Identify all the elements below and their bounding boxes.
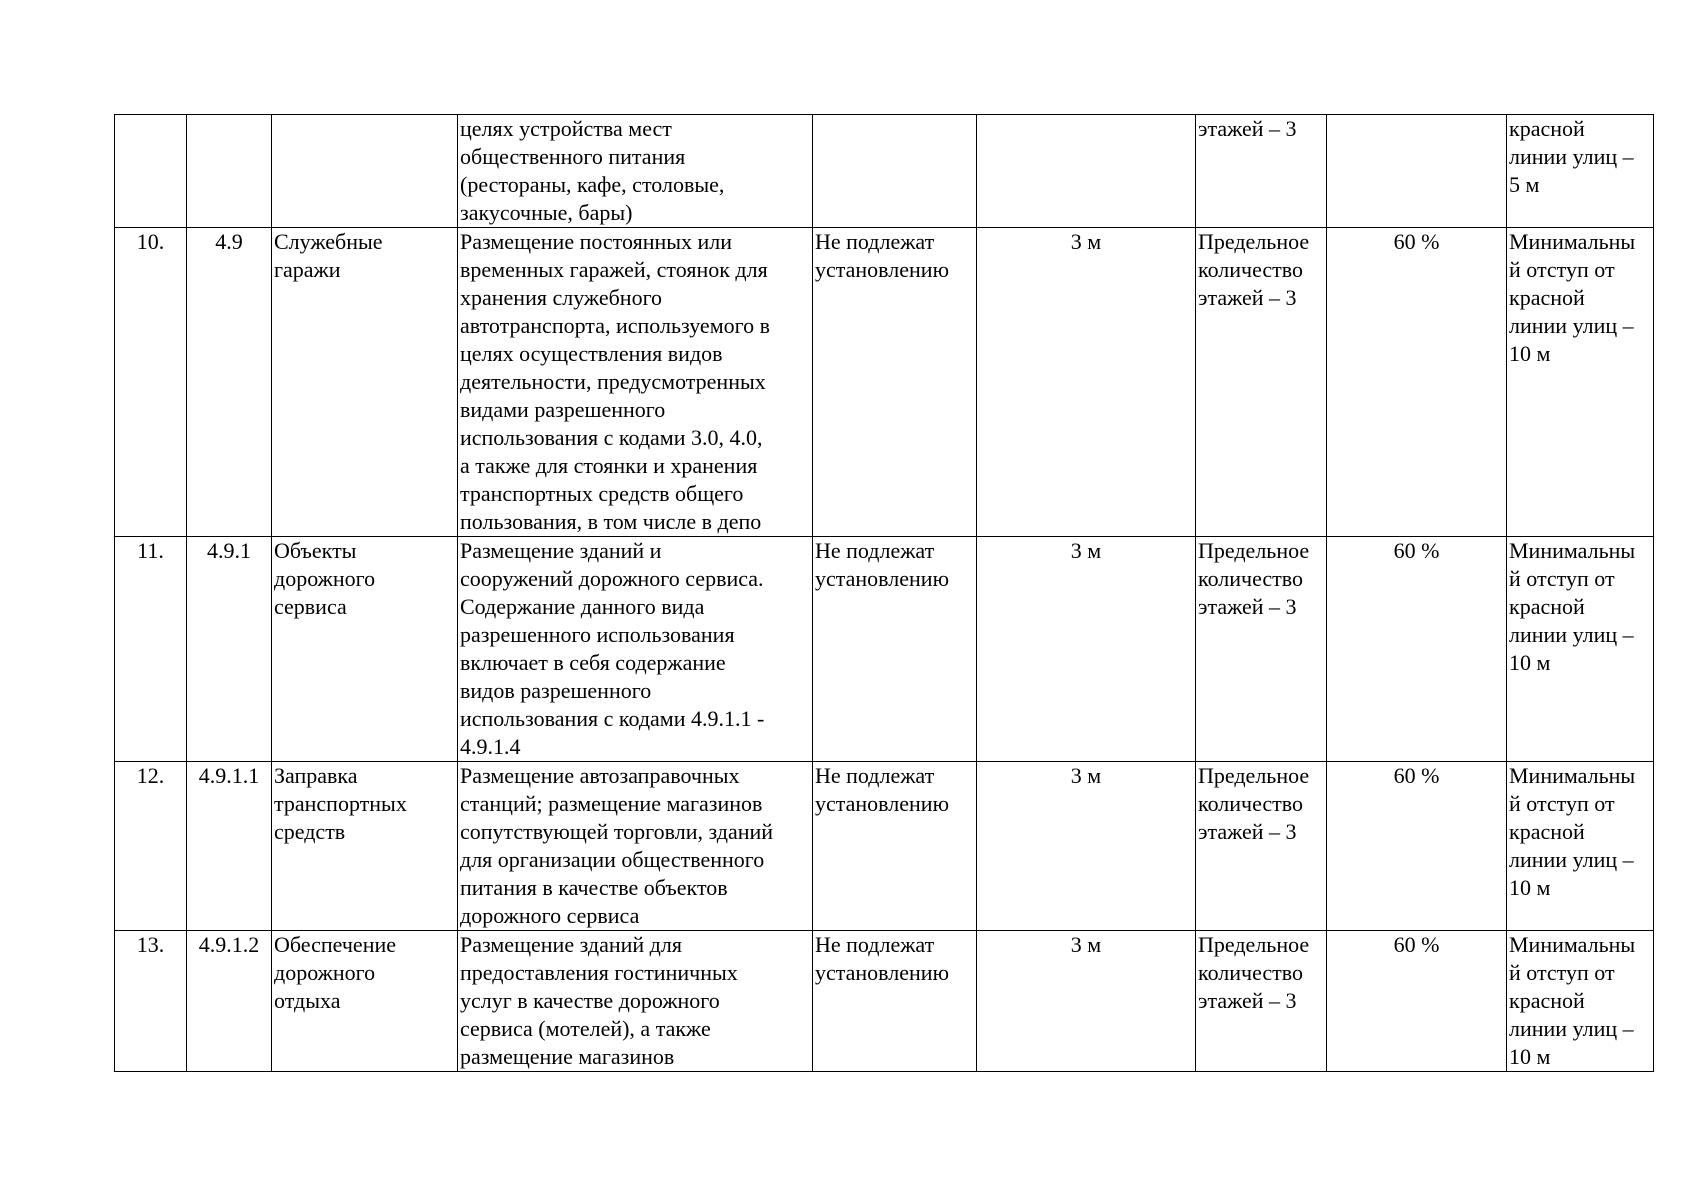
- max-coverage: 60 %: [1327, 228, 1507, 537]
- use-name: Заправка транспортных средств: [272, 762, 458, 931]
- max-floors: Предельное количество этажей – 3: [1196, 931, 1327, 1072]
- use-description: Размещение зданий и сооружений дорожного сервиса. Содержание данного вида разрешенного использования включает в себя содержание видов разрешенного использования с кодами 4.9.1.1 - 4.9.1.4: [458, 537, 813, 762]
- min-setback: 3 м: [977, 537, 1196, 762]
- max-floors: Предельное количество этажей – 3: [1196, 228, 1327, 537]
- use-code: 4.9.1.1: [187, 762, 272, 931]
- table-row: [115, 115, 1654, 228]
- plot-area: Не подлежат установлению: [813, 931, 977, 1072]
- plot-area: Не подлежат установлению: [813, 228, 977, 537]
- max-floors: Предельное количество этажей – 3: [1196, 762, 1327, 931]
- use-name: Объекты дорожного сервиса: [272, 537, 458, 762]
- table-row: [115, 228, 1654, 537]
- use-description: Размещение зданий для предоставления гостиничных услуг в качестве дорожного сервиса (мотелей), а также размещение магазинов: [458, 931, 813, 1072]
- row-number: 13.: [115, 931, 187, 1072]
- use-name: [272, 115, 458, 228]
- max-coverage: 60 %: [1327, 931, 1507, 1072]
- use-code: 4.9.1.2: [187, 931, 272, 1072]
- other-parameters: Минимальны й отступ от красной линии улиц – 10 м: [1507, 228, 1654, 537]
- table-row: [115, 537, 1654, 762]
- max-coverage: 60 %: [1327, 537, 1507, 762]
- use-description: Размещение автозаправочных станций; размещение магазинов сопутствующей торговли, зданий для организации общественного питания в качестве объектов дорожного сервиса: [458, 762, 813, 931]
- regulations-table: [114, 114, 1654, 1072]
- use-code: 4.9.1: [187, 537, 272, 762]
- min-setback: 3 м: [977, 762, 1196, 931]
- min-setback: 3 м: [977, 931, 1196, 1072]
- other-parameters: Минимальны й отступ от красной линии улиц – 10 м: [1507, 931, 1654, 1072]
- use-code: [187, 115, 272, 228]
- other-parameters: Минимальны й отступ от красной линии улиц – 10 м: [1507, 762, 1654, 931]
- min-setback: 3 м: [977, 228, 1196, 537]
- max-coverage: 60 %: [1327, 762, 1507, 931]
- use-code: 4.9: [187, 228, 272, 537]
- plot-area: [813, 115, 977, 228]
- plot-area: Не подлежат установлению: [813, 762, 977, 931]
- row-number: 10.: [115, 228, 187, 537]
- other-parameters: Минимальны й отступ от красной линии улиц – 10 м: [1507, 537, 1654, 762]
- use-name: Обеспечение дорожного отдыха: [272, 931, 458, 1072]
- table-row: [115, 762, 1654, 931]
- plot-area: Не подлежат установлению: [813, 537, 977, 762]
- row-number: 11.: [115, 537, 187, 762]
- min-setback: [977, 115, 1196, 228]
- other-parameters: красной линии улиц – 5 м: [1507, 115, 1654, 228]
- row-number: 12.: [115, 762, 187, 931]
- use-description: Размещение постоянных или временных гаражей, стоянок для хранения служебного автотранспорта, используемого в целях осуществления видов деятельности, предусмотренных видами разрешенного использования с кодами 3.0, 4.0, а также для стоянки и хранения транспортных средств общего пользования, в том числе в депо: [458, 228, 813, 537]
- use-name: Служебные гаражи: [272, 228, 458, 537]
- max-floors: этажей – 3: [1196, 115, 1327, 228]
- use-description: целях устройства мест общественного питания (рестораны, кафе, столовые, закусочные, бары): [458, 115, 813, 228]
- row-number: [115, 115, 187, 228]
- max-floors: Предельное количество этажей – 3: [1196, 537, 1327, 762]
- max-coverage: [1327, 115, 1507, 228]
- table-row: [115, 931, 1654, 1072]
